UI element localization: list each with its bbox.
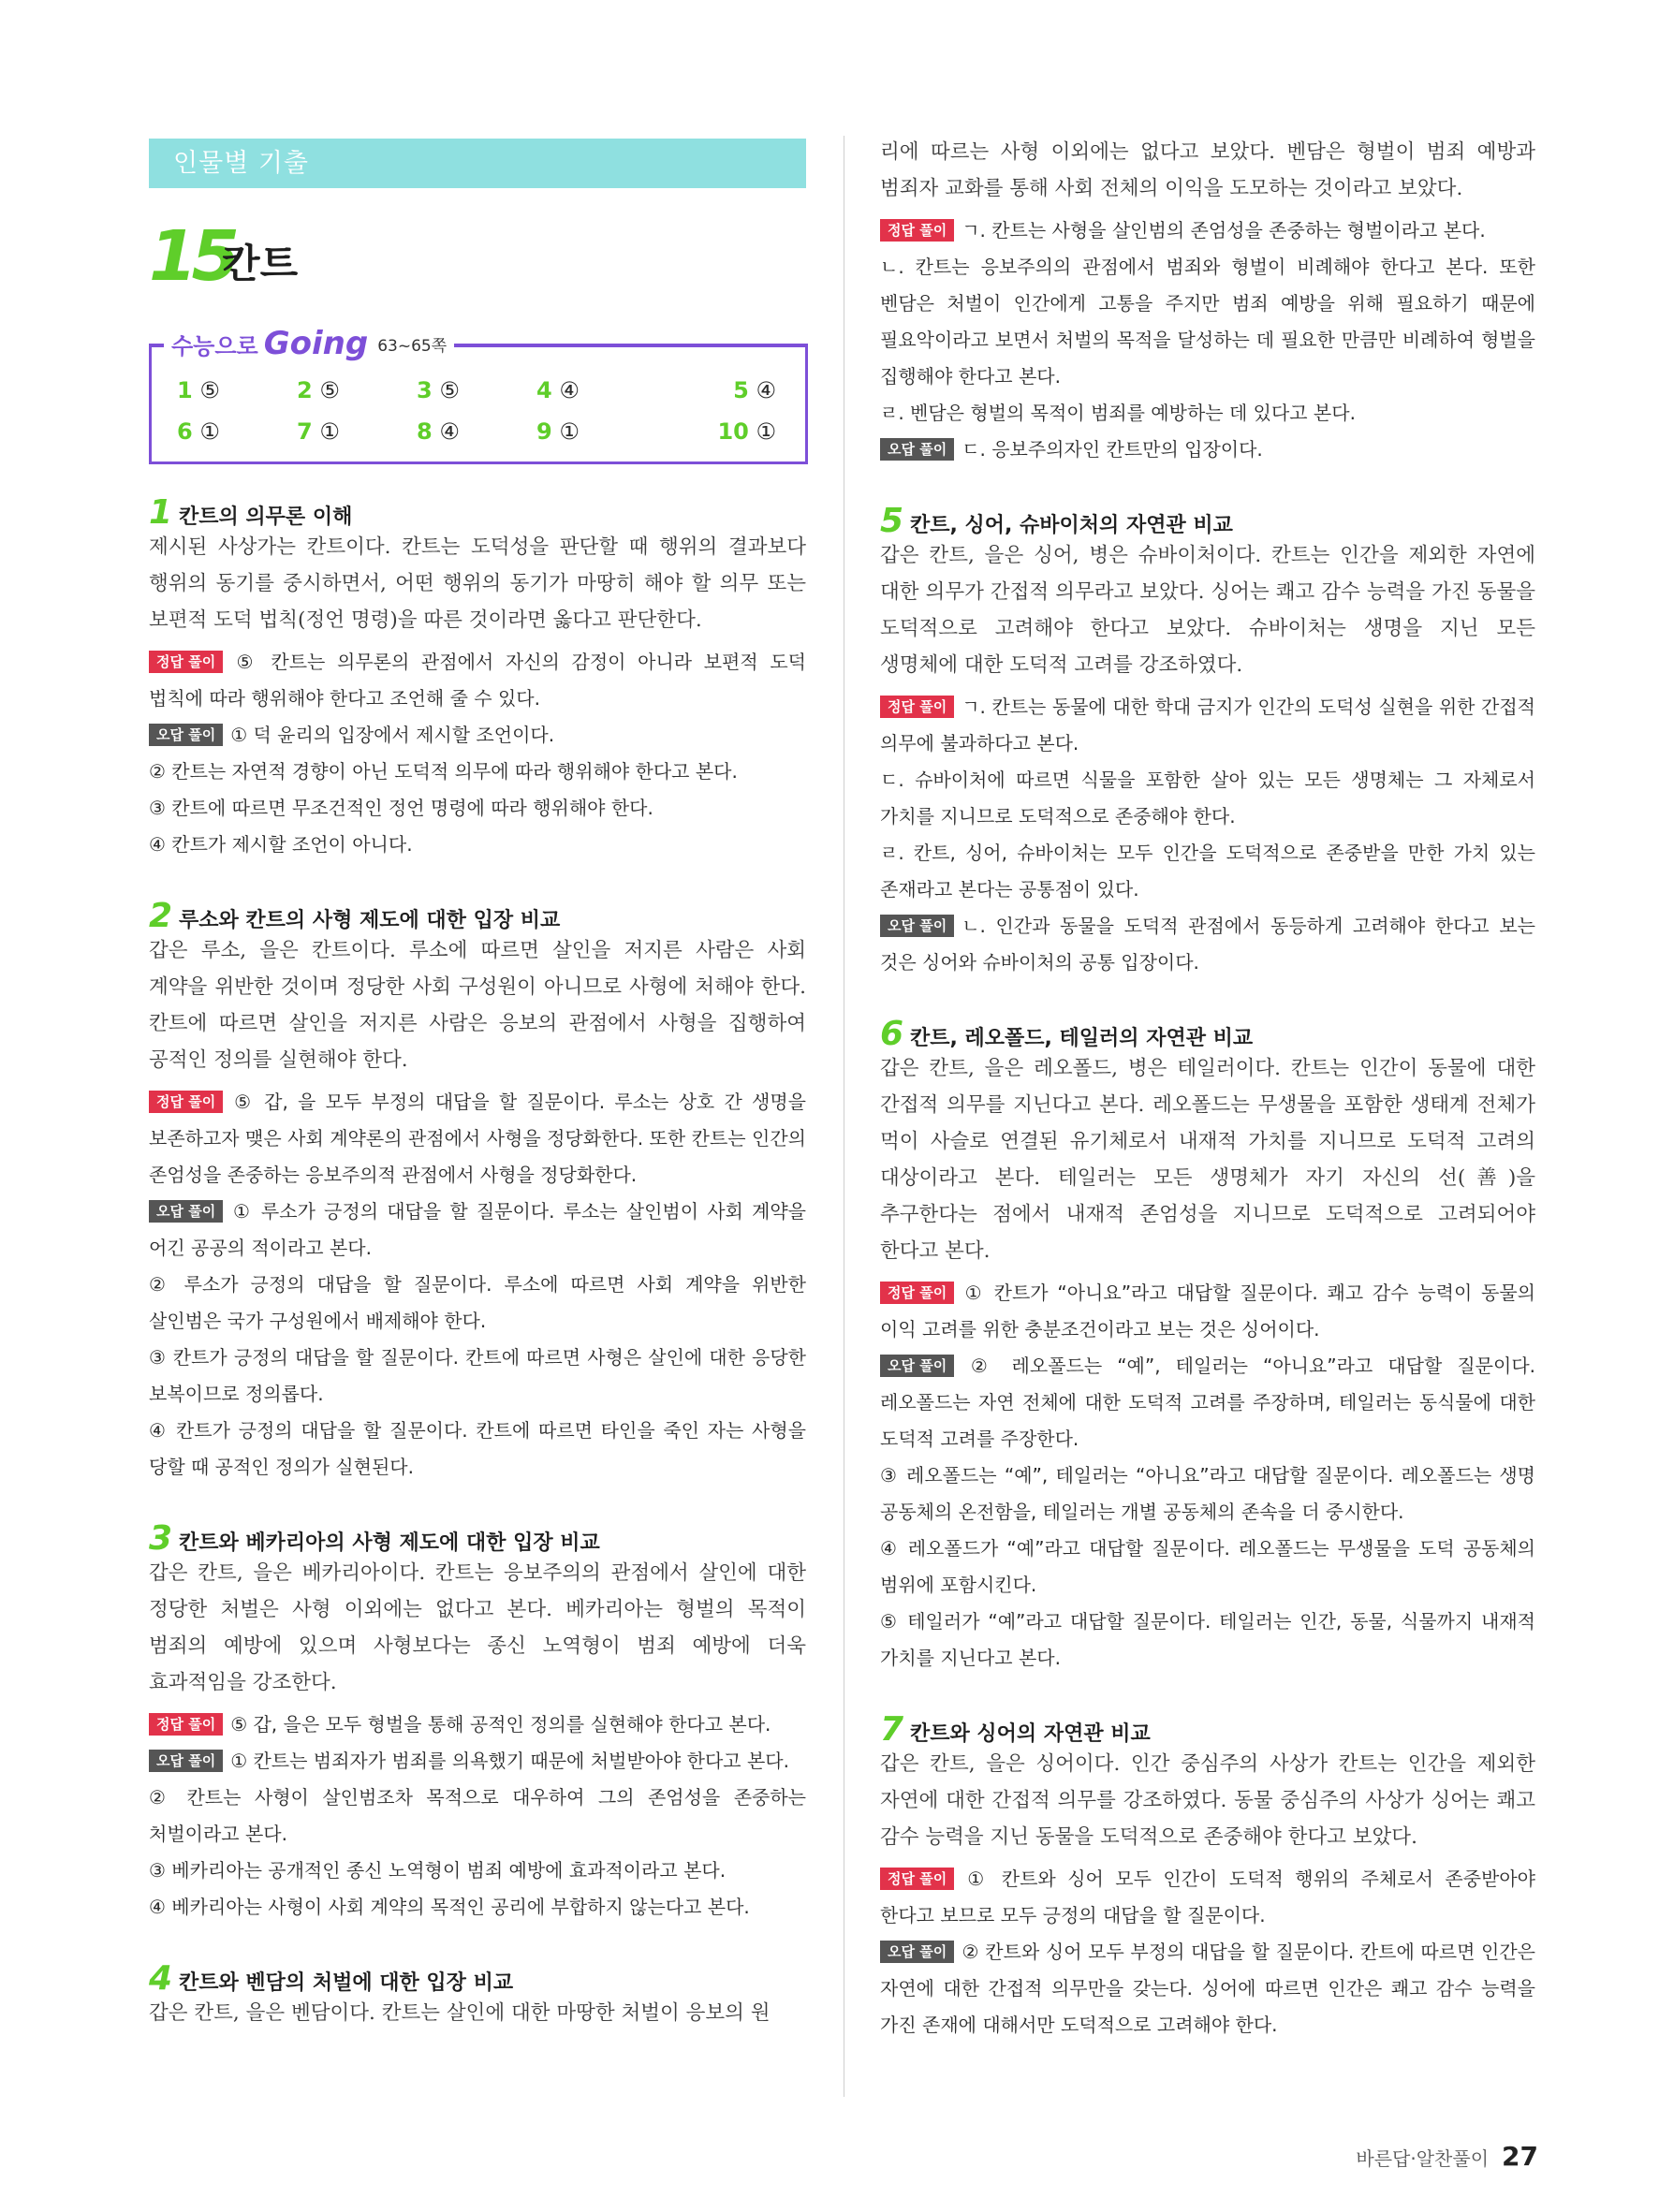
answer-grid [177,377,776,460]
question-5 [880,502,1535,981]
correct-tag: 정답 풀이 [149,1091,223,1113]
wrong-explanation-item: ③ 칸트가 긍정의 대답을 할 질문이다. 칸트에 따르면 사형은 살인에 대한 응당한 보복이므로 정의롭다. [149,1346,806,1405]
correct-text: ① 칸트가 “아니요”라고 대답할 질문이다. 쾌고 감수 능력이 동물의 이익 고려를 위한 충분조건이라고 보는 것은 싱어이다. [880,1282,1535,1340]
answer-number: 5 [733,377,749,403]
answer-choice: ① [199,418,220,445]
correct-explanation [149,1084,806,1194]
wrong-tag: 오답 풀이 [149,1750,223,1772]
question-heading [149,493,806,532]
correct-explanation [880,1861,1535,1934]
correct-explanation [880,1275,1535,1348]
correct-tag: 정답 풀이 [880,219,954,242]
question-number: 6 [880,1015,904,1053]
chapter-heading [149,216,806,299]
question-heading [149,1519,806,1558]
question-number: 7 [880,1710,904,1749]
correct-text: ㄱ. 칸트는 동물에 대한 학대 금지가 인간의 도덕성 실현을 위한 간접적 의무에 불과하다고 본다. [880,696,1535,754]
wrong-explanation-item: ② 루소가 긍정의 대답을 할 질문이다. 루소에 따르면 사회 계약을 위반한 살인범은 국가 구성원에서 배제해야 한다. [149,1273,806,1332]
wrong-explanation-item: ③ 레오폴드는 “예”, 테일러는 “아니요”라고 대답할 질문이다. 레오폴드는 생명 공동체의 온전함을, 테일러는 개별 공동체의 존속을 더 중시한다. [880,1464,1535,1523]
question-number: 2 [149,897,173,935]
wrong-text: ② 레오폴드는 “예”, 테일러는 “아니요”라고 대답할 질문이다. 레오폴드는 자연 전체에 대한 도덕적 고려를 주장하며, 테일러는 동식물에 대한 도덕적 고려를 주장한다. [880,1355,1535,1450]
question-title: 칸트, 싱어, 슈바이처의 자연관 비교 [910,514,1233,537]
answer-choice: ④ [439,418,460,445]
page-footer [1356,2141,1538,2172]
question-title: 칸트와 벤담의 처벌에 대한 입장 비교 [179,1971,514,1995]
explanation-text: 갑은 칸트, 을은 싱어, 병은 슈바이처이다. 칸트는 인간을 제외한 자연에 대한 의무가 간접적 의무라고 보았다. 싱어는 쾌고 감수 능력을 가진 동물을 도덕적으로 고려해야 한다고 보았다. 슈바이처는 생명을 지닌 모든 생명체에 대한 도덕적 고려를 강조하였다. [880,544,1535,677]
wrong-explanation [149,717,806,754]
page-number: 27 [1502,2141,1538,2172]
question-title: 칸트와 싱어의 자연관 비교 [910,1722,1151,1746]
wrong-explanation [880,1348,1535,1458]
correct-explanation-item: ㄷ. 슈바이처에 따르면 식물을 포함한 살아 있는 모든 생명체는 그 자체로서 가치를 지니므로 도덕적으로 존중해야 한다. [880,769,1535,828]
question-title: 칸트와 베카리아의 사형 제도에 대한 입장 비교 [179,1531,600,1555]
correct-text: ⑤ 갑, 을은 모두 형벌을 통해 공적인 정의를 실현해야 한다고 본다. [230,1713,771,1736]
question-3 [149,1519,806,1926]
explanation-text: 갑은 칸트, 을은 벤담이다. 칸트는 살인에 대한 마땅한 처벌이 응보의 원 [149,2001,771,2025]
correct-tag: 정답 풀이 [880,696,954,718]
answer-item [177,377,297,418]
footer-label: 바른답·알찬풀이 [1356,2147,1490,2170]
question-title: 칸트의 의무론 이해 [179,505,353,529]
wrong-text: ① 덕 윤리의 입장에서 제시할 조언이다. [230,724,555,746]
correct-tag: 정답 풀이 [149,1713,223,1736]
chapter-number: 15 [149,216,234,297]
chapter-title: 칸트 [222,241,299,286]
answer-choice: ⑤ [319,377,340,403]
section-banner: 인물별 기출 [149,139,806,188]
question-7 [880,1710,1535,2044]
wrong-tag: 오답 풀이 [880,1355,954,1377]
answer-number: 6 [177,418,193,445]
question-4 [149,1959,806,2031]
right-column [880,134,1535,2044]
answer-item [417,418,536,460]
answer-choice: ① [756,418,776,445]
answer-item [297,418,417,460]
wrong-explanation-item: ④ 레오폴드가 “예”라고 대답할 질문이다. 레오폴드는 무생물을 도덕 공동체의 범위에 포함시킨다. [880,1537,1535,1596]
correct-tag: 정답 풀이 [880,1282,954,1304]
correct-explanation [880,212,1535,249]
wrong-text: ① 루소가 긍정의 대답을 할 질문이다. 루소는 살인범이 사회 계약을 어긴 공공의 적이라고 본다. [149,1200,806,1259]
explanation-text: 갑은 칸트, 을은 베카리아이다. 칸트는 응보주의의 관점에서 살인에 대한 정당한 처벌은 사형 이외에는 없다고 본다. 베카리아는 형벌의 목적이 범죄의 예방에 있으며 사형보다는 종신 노역형이 범죄 예방에 더욱 효과적임을 강조한다. [149,1561,806,1694]
wrong-text: ① 칸트는 범죄자가 범죄를 의욕했기 때문에 처벌받아야 한다고 본다. [230,1750,789,1772]
correct-explanation [149,1707,806,1743]
correct-text: ⑤ 갑, 을 모두 부정의 대답을 할 질문이다. 루소는 상호 간 생명을 보존하고자 맺은 사회 계약론의 관점에서 사형을 정당화한다. 또한 칸트는 인간의 존엄성을 존중하는 응보주의적 관점에서 사형을 정당화한다. [149,1091,806,1186]
answer-choice: ⑤ [199,377,220,403]
wrong-explanation-item: ④ 칸트가 긍정의 대답을 할 질문이다. 칸트에 따르면 타인을 죽인 자는 사형을 당할 때 공적인 정의가 실현된다. [149,1419,806,1478]
wrong-tag: 오답 풀이 [880,1941,954,1963]
wrong-explanation-item: ④ 칸트가 제시할 조언이 아니다. [149,833,413,856]
page-range: 63~65쪽 [377,336,448,356]
wrong-explanation [880,908,1535,981]
wrong-explanation-item: ③ 베카리아는 공개적인 종신 노역형이 범죄 예방에 효과적이라고 본다. [149,1859,727,1882]
answer-number: 1 [177,377,193,403]
wrong-text: ② 칸트와 싱어 모두 부정의 대답을 할 질문이다. 칸트에 따르면 인간은 자연에 대한 간접적 의무만을 갖는다. 싱어에 따르면 인간은 쾌고 감수 능력을 가진 존재에 대해서만 도덕적으로 고려해야 한다. [880,1941,1535,2036]
question-title: 루소와 칸트의 사형 제도에 대한 입장 비교 [179,909,561,932]
wrong-explanation-item: ④ 베카리아는 사형이 사회 계약의 목적인 공리에 부합하지 않는다고 본다. [149,1896,750,1918]
question-heading [149,1959,806,1998]
question-title: 칸트, 레오폴드, 테일러의 자연관 비교 [910,1027,1254,1050]
answer-row [177,377,776,418]
question-heading [880,502,1535,540]
answer-number: 10 [717,418,749,445]
wrong-explanation [880,432,1535,468]
correct-explanation-item: ㄹ. 칸트, 싱어, 슈바이처는 모두 인간을 도덕적으로 존중받을 만한 가치 있는 존재라고 본다는 공통점이 있다. [880,842,1535,901]
answer-item [536,377,656,418]
question-heading [880,1015,1535,1053]
correct-tag: 정답 풀이 [880,1868,954,1890]
answer-key-box [149,325,806,465]
correct-text: ㄱ. 칸트는 사형을 살인범의 존엄성을 존중하는 형벌이라고 본다. [962,219,1486,242]
correct-explanation-item: ㄹ. 벤담은 형벌의 목적이 범죄를 예방하는 데 있다고 본다. [880,402,1356,424]
answer-number: 4 [536,377,552,403]
answer-choice: ⑤ [439,377,460,403]
answer-key-header [164,323,454,364]
answer-number: 3 [417,377,433,403]
wrong-tag: 오답 풀이 [880,438,954,461]
wrong-explanation-item: ③ 칸트에 따르면 무조건적인 정언 명령에 따라 행위해야 한다. [149,797,653,819]
answer-choice: ① [319,418,340,445]
question-2 [149,897,806,1486]
wrong-tag: 오답 풀이 [880,915,954,937]
answer-item [656,418,776,460]
question-number: 5 [880,502,904,540]
question-heading [880,1710,1535,1749]
answer-choice: ① [559,418,580,445]
correct-tag: 정답 풀이 [149,651,223,673]
answer-number: 8 [417,418,433,445]
correct-explanation [880,689,1535,762]
answer-item [177,418,297,460]
answer-item [536,418,656,460]
correct-explanation [149,644,806,717]
question-number: 1 [149,493,173,532]
wrong-explanation-item: ② 칸트는 자연적 경향이 아닌 도덕적 의무에 따라 행위해야 한다고 본다. [149,760,738,783]
answer-item [656,377,776,418]
answer-row [177,418,776,460]
question-heading [149,897,806,935]
question-6 [880,1015,1535,1677]
question-1 [149,493,806,863]
answer-choice: ④ [559,377,580,403]
wrong-tag: 오답 풀이 [149,1200,223,1223]
going-logo-word: Going [263,325,369,362]
question-number: 3 [149,1519,173,1558]
wrong-tag: 오답 풀이 [149,724,223,746]
wrong-text: ㄷ. 응보주의자인 칸트만의 입장이다. [962,438,1263,461]
correct-text: ⑤ 칸트는 의무론의 관점에서 자신의 감정이 아니라 보편적 도덕 법칙에 따라 행위해야 한다고 조언해 줄 수 있다. [149,651,806,710]
explanation-text-continued: 리에 따르는 사형 이외에는 없다고 보았다. 벤담은 형벌이 범죄 예방과 범죄자 교화를 통해 사회 전체의 이익을 도모하는 것이라고 보았다. [880,140,1535,200]
explanation-text: 갑은 칸트, 을은 싱어이다. 인간 중심주의 사상가 칸트는 인간을 제외한 자연에 대한 간접적 의무를 강조하였다. 동물 중심주의 사상가 싱어는 쾌고 감수 능력을 지닌 동물을 도덕적으로 존중해야 한다고 보았다. [880,1752,1535,1849]
answer-number: 9 [536,418,552,445]
explanation-text: 제시된 사상가는 칸트이다. 칸트는 도덕성을 판단할 때 행위의 결과보다 행위의 동기를 중시하면서, 어떤 행위의 동기가 마땅히 해야 할 의무 또는 보편적 도덕 법칙(정언 명령)을 따른 것이라면 옳다고 판단한다. [149,535,806,632]
wrong-explanation-item: ⑤ 테일러가 “예”라고 대답할 질문이다. 테일러는 인간, 동물, 식물까지 내재적 가치를 지닌다고 본다. [880,1610,1535,1669]
answer-number: 7 [297,418,313,445]
left-column [149,139,806,2031]
answer-number: 2 [297,377,313,403]
wrong-explanation-item: ② 칸트는 사형이 살인범조차 목적으로 대우하여 그의 존엄성을 존중하는 처벌이라고 본다. [149,1786,806,1845]
answer-choice: ④ [756,377,776,403]
wrong-explanation [149,1194,806,1267]
explanation-text: 갑은 칸트, 을은 레오폴드, 병은 테일러이다. 칸트는 인간이 동물에 대한 간접적 의무를 지닌다고 본다. 레오폴드는 무생물을 포함한 생태계 전체가 먹이 사슬로 연결된 유기체로서 내재적 가치를 지니므로 도덕적 고려의 대상이라고 본다. 테일러는 모든 생명체가 자기 자신의 선(善)을 추구한다는 점에서 내재적 존엄성을 지니므로 도덕적으로 고려되어야 한다고 본다. [880,1057,1535,1263]
correct-text: ① 칸트와 싱어 모두 인간이 도덕적 행위의 주체로서 존중받아야 한다고 보므로 모두 긍정의 대답을 할 질문이다. [880,1868,1535,1926]
wrong-text: ㄴ. 인간과 동물을 도덕적 관점에서 동등하게 고려해야 한다고 보는 것은 싱어와 슈바이처의 공통 입장이다. [880,915,1535,974]
wrong-explanation [149,1743,806,1780]
answer-item [417,377,536,418]
question-number: 4 [149,1959,173,1998]
correct-explanation-item: ㄴ. 칸트는 응보주의의 관점에서 범죄와 형벌이 비례해야 한다고 본다. 또한 벤담은 처벌이 인간에게 고통을 주지만 범죄 예방을 위해 필요하기 때문에 필요악이라고 보면서 처벌의 목적을 달성하는 데 필요한 만큼만 비례하여 형벌을 집행해야 한다고 본다. [880,256,1535,388]
explanation-text: 갑은 루소, 을은 칸트이다. 루소에 따르면 살인을 저지른 사람은 사회 계약을 위반한 것이며 정당한 사회 구성원이 아니므로 사형에 처해야 한다. 칸트에 따르면 살인을 저지른 사람은 응보의 관점에서 사형을 집행하여 공적인 정의를 실현해야 한다. [149,939,806,1072]
wrong-explanation [880,1934,1535,2044]
answer-item [297,377,417,418]
going-logo-prefix: 수능으로 [171,332,258,359]
